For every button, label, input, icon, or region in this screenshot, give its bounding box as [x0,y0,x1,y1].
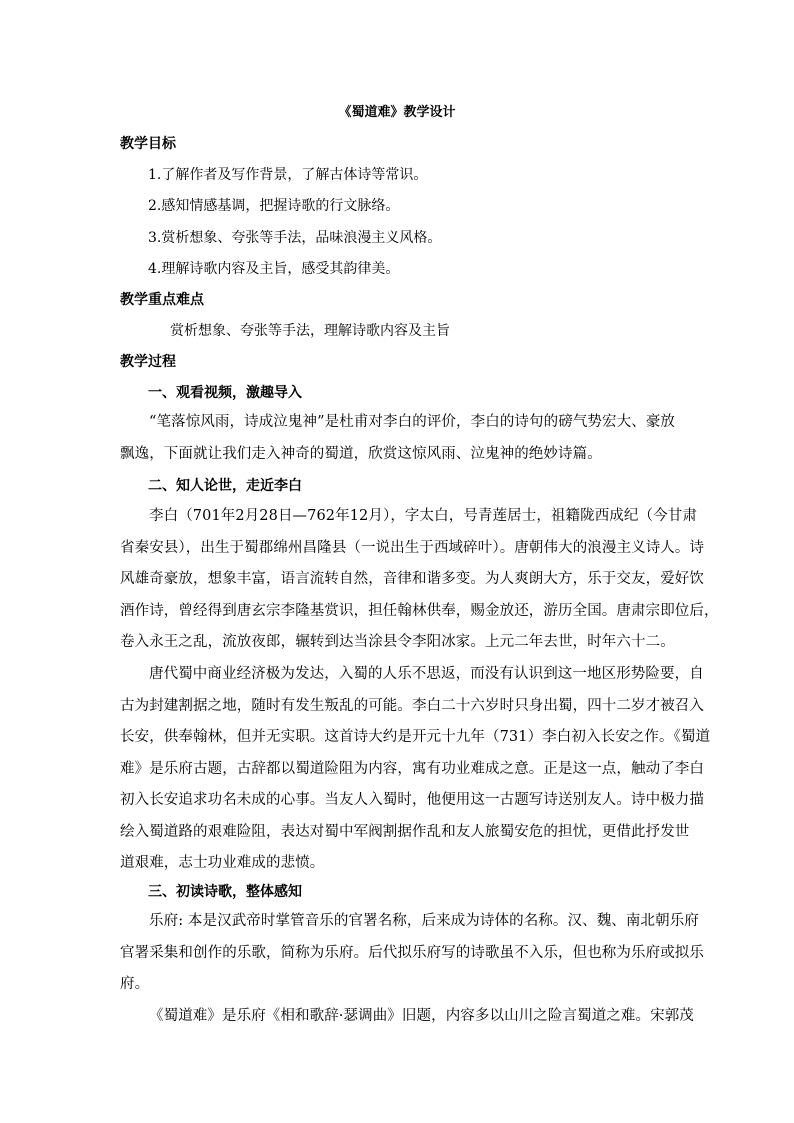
paragraph-line: 绘入蜀道路的艰难险阻，表达对蜀中军阀割据作乱和友人旅蜀安危的担忧，更借此抒发世 [120,823,690,840]
document-title: 《蜀道难》教学设计 [338,105,456,120]
paragraph-line: 长安，供奉翰林，但并无实职。这首诗大约是开元十九年（731）李白初入长安之作。《蜀道 [120,729,711,745]
paragraph-line: 唐代蜀中商业经济极为发达，入蜀的人乐不思返，而没有认识到这一地区形势险要，自 [149,666,704,682]
section-2-paragraph-2 [120,659,711,880]
objective-item: 1.了解作者及写作背景，了解古体诗等常识。 [148,167,428,183]
paragraph-line: 李白（701年2月28日—762年12月），字太白，号青莲居士，祖籍陇西成纪（今甘肃 [149,508,697,524]
paragraph-line: 酒作诗，曾经得到唐玄宗李隆基赏识，担任翰林供奉，赐金放还，游历全国。唐肃宗即位后， [120,602,719,619]
section-heading-1: 一、观看视频，激趣导入 [148,385,302,401]
objective-item: 3.赏析想象、夸张等手法，品味浪漫主义风格。 [148,230,442,246]
paragraph-line: 飘逸，下面就让我们走入神奇的蜀道，欣赏这惊风雨、泣鬼神的绝妙诗篇。 [120,445,602,462]
paragraph-line: 初入长安追求功名未成的心事。当友人入蜀时，他便用这一古题写诗送别友人。诗中极力描 [120,792,704,808]
section-3-paragraph-1 [120,906,704,1001]
paragraph-line: 风雄奇豪放，想象丰富，语言流转自然，音律和谐多变。为人爽朗大方，乐于交友，爱好饮 [120,571,704,587]
paragraph-line: “笔落惊风雨，诗成泣鬼神”是杜甫对李白的评价，李白的诗句的磅气势宏大、豪放 [149,414,676,430]
paragraph-line: 古为封建割据之地，随时有发生叛乱的可能。李白二十六岁时只身出蜀，四十二岁才被召入 [120,697,704,714]
paragraph-line: 《蜀道难》是乐府《相和歌辞·瑟调曲》旧题，内容多以山川之险言蜀道之难。宋郭茂 [149,1008,694,1024]
paragraph-line: 官署采集和创作的乐歌，简称为乐府。后代拟乐府写的诗歌虽不入乐，但也称为乐府或拟乐 [120,944,704,961]
objectives-heading: 教学目标 [120,136,176,152]
objective-item: 2.感知情感基调，把握诗歌的行文脉络。 [148,198,400,214]
paragraph-line: 难》是乐府古题，古辞都以蜀道险阻为内容，寓有功业难成之意。正是这一点，触动了李白 [120,760,704,777]
section-heading-3: 三、初读诗歌，整体感知 [148,884,302,900]
key-points-text: 赏析想象、夸张等手法，理解诗歌内容及主旨 [170,323,450,339]
paragraph-line: 卷入永王之乱，流放夜郎，辗转到达当涂县令李阳冰家。上元二年去世，时年六十二。 [120,634,675,650]
objective-item: 4.理解诗歌内容及主旨，感受其韵律美。 [148,261,400,277]
section-3-paragraph-2 [120,1001,694,1033]
section-heading-2: 二、知人论世，走近李白 [148,478,302,494]
key-points-heading: 教学重点难点 [120,292,204,308]
process-heading: 教学过程 [120,354,176,370]
paragraph-line: 乐府: 本是汉武帝时掌管音乐的官署名称，后来成为诗体的名称。汉、魏、南北朝乐府 [149,913,699,929]
paragraph-line: 府。 [120,976,150,992]
paragraph-line: 道艰难，志士功业难成的悲愤。 [120,855,325,871]
section-1-paragraph [120,407,676,470]
paragraph-line: 省秦安县），出生于蜀郡绵州昌隆县（一说出生于西域碎叶）。唐朝伟大的浪漫主义诗人。诗 [120,539,705,556]
section-2-paragraph-1 [120,501,719,659]
